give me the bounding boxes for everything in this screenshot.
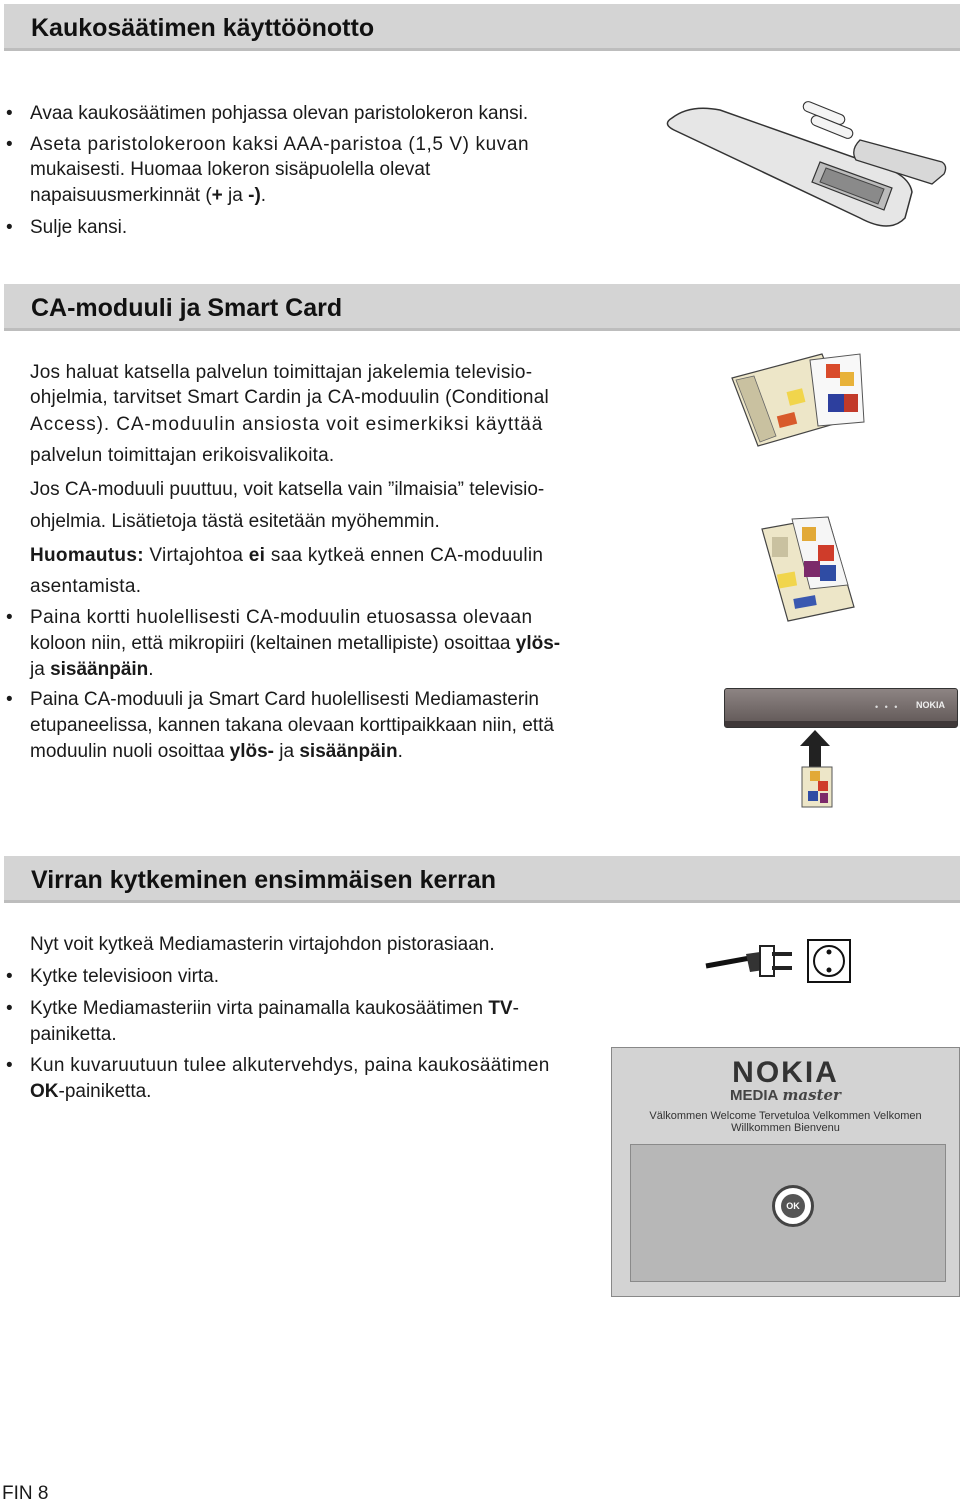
- page-footer: FIN 8: [2, 1483, 49, 1504]
- paragraph-intro: Nyt voit kytkeä Mediamasterin virtajohdon pistorasiaan.: [30, 934, 495, 955]
- bullet-text: mukaisesti. Huomaa lokeron sisäpuolella olevat: [30, 159, 431, 180]
- bullet: •: [6, 103, 13, 124]
- ca-module-card-illustration: [730, 350, 870, 450]
- section-header-power: [4, 856, 960, 903]
- screen-logo: NOKIA: [732, 1056, 839, 1089]
- bullet-text: Aseta paristolokeroon kaksi AAA-paristoa (1,5 V) kuvan: [30, 134, 530, 155]
- bullet: •: [6, 1055, 13, 1076]
- bullet-text: Sulje kansi.: [30, 217, 128, 238]
- power-socket-icon: [806, 938, 852, 984]
- device-base: [725, 721, 957, 727]
- bullet-text: Kun kuvaruutuun tulee alkutervehdys, paina kaukosäätimen OK-painiketta.: [30, 1055, 550, 1102]
- bullet: •: [6, 134, 13, 155]
- section-header-remote: [4, 4, 960, 51]
- section-header-ca-module: [4, 284, 960, 331]
- device-logo: NOKIA: [916, 700, 945, 710]
- remote-battery-illustration: [660, 100, 950, 235]
- bullet: •: [6, 998, 13, 1019]
- bullet-text: napaisuusmerkinnät (+ ja -).: [30, 185, 267, 206]
- bullet-text: Paina CA-moduuli ja Smart Card huolellisesti Mediamasterin etupaneelissa, kannen takana olevaan korttipaikkaan niin, että moduulin nuoli osoittaa ylös- ja sisäänpäin.: [30, 689, 554, 762]
- screen-header: [612, 1048, 959, 1134]
- ca-module-small-illustration: [800, 765, 836, 809]
- bullet-text: Avaa kaukosäätimen pohjassa olevan paristolokeron kansi.: [30, 103, 529, 124]
- welcome-line-2: Willkommen Bienvenu: [731, 1122, 840, 1134]
- paragraph-free-channels: [30, 474, 598, 538]
- bullet: •: [6, 689, 13, 710]
- bullet: •: [6, 966, 13, 987]
- bullet: •: [6, 607, 13, 628]
- paragraph-note: [30, 540, 598, 602]
- bullet-text: Kytke televisioon virta.: [30, 966, 220, 987]
- text-line: ohjelmia. Lisätietoja tästä esitetään myöhemmin.: [30, 511, 440, 532]
- bullet: •: [6, 217, 13, 238]
- welcome-line-1: Välkommen Welcome Tervetuloa Velkommen Velkomen: [649, 1110, 922, 1122]
- arrow-up-icon: [800, 730, 830, 770]
- text-line: palvelun toimittajan erikoisvalikoita.: [30, 445, 335, 466]
- text-line: Jos haluat katsella palvelun toimittajan jakelemia televisio-: [30, 362, 533, 383]
- section-title: Virran kytkeminen ensimmäisen kerran: [31, 866, 497, 894]
- text-line: Jos CA-moduuli puuttuu, voit katsella vain ”ilmaisia” televisio-: [30, 479, 545, 500]
- ok-button-icon: [772, 1185, 814, 1227]
- bullet-text: Paina kortti huolellisesti CA-moduulin etuosassa olevaan koloon niin, että mikropiiri (keltainen metallipiste) osoittaa ylös- ja sisäänpäin.: [30, 607, 561, 680]
- text-line: asentamista.: [30, 576, 142, 597]
- mediamaster-device: [724, 688, 958, 728]
- section-title: Kaukosäätimen käyttöönotto: [31, 14, 375, 42]
- text-line: ohjelmia, tarvitset Smart Cardin ja CA-moduulin (Conditional: [30, 387, 549, 408]
- tv-welcome-screen: [611, 1047, 960, 1297]
- screen-subtitle: MEDIA master: [730, 1086, 841, 1104]
- device-leds: • • •: [875, 702, 900, 712]
- ok-label: OK: [781, 1194, 805, 1218]
- text-line: Access). CA-moduulin ansiosta voit esimerkiksi käyttää: [30, 414, 544, 435]
- paragraph-intro: [30, 360, 598, 471]
- section-title: CA-moduuli ja Smart Card: [31, 294, 343, 322]
- ca-module-inserted-illustration: [758, 515, 858, 625]
- text-line: Huomautus: Virtajohtoa ei saa kytkeä ennen CA-moduulin: [30, 545, 544, 566]
- bullet-text: Kytke Mediamasteriin virta painamalla kaukosäätimen TV- painiketta.: [30, 998, 519, 1045]
- screen-panel: [630, 1144, 946, 1282]
